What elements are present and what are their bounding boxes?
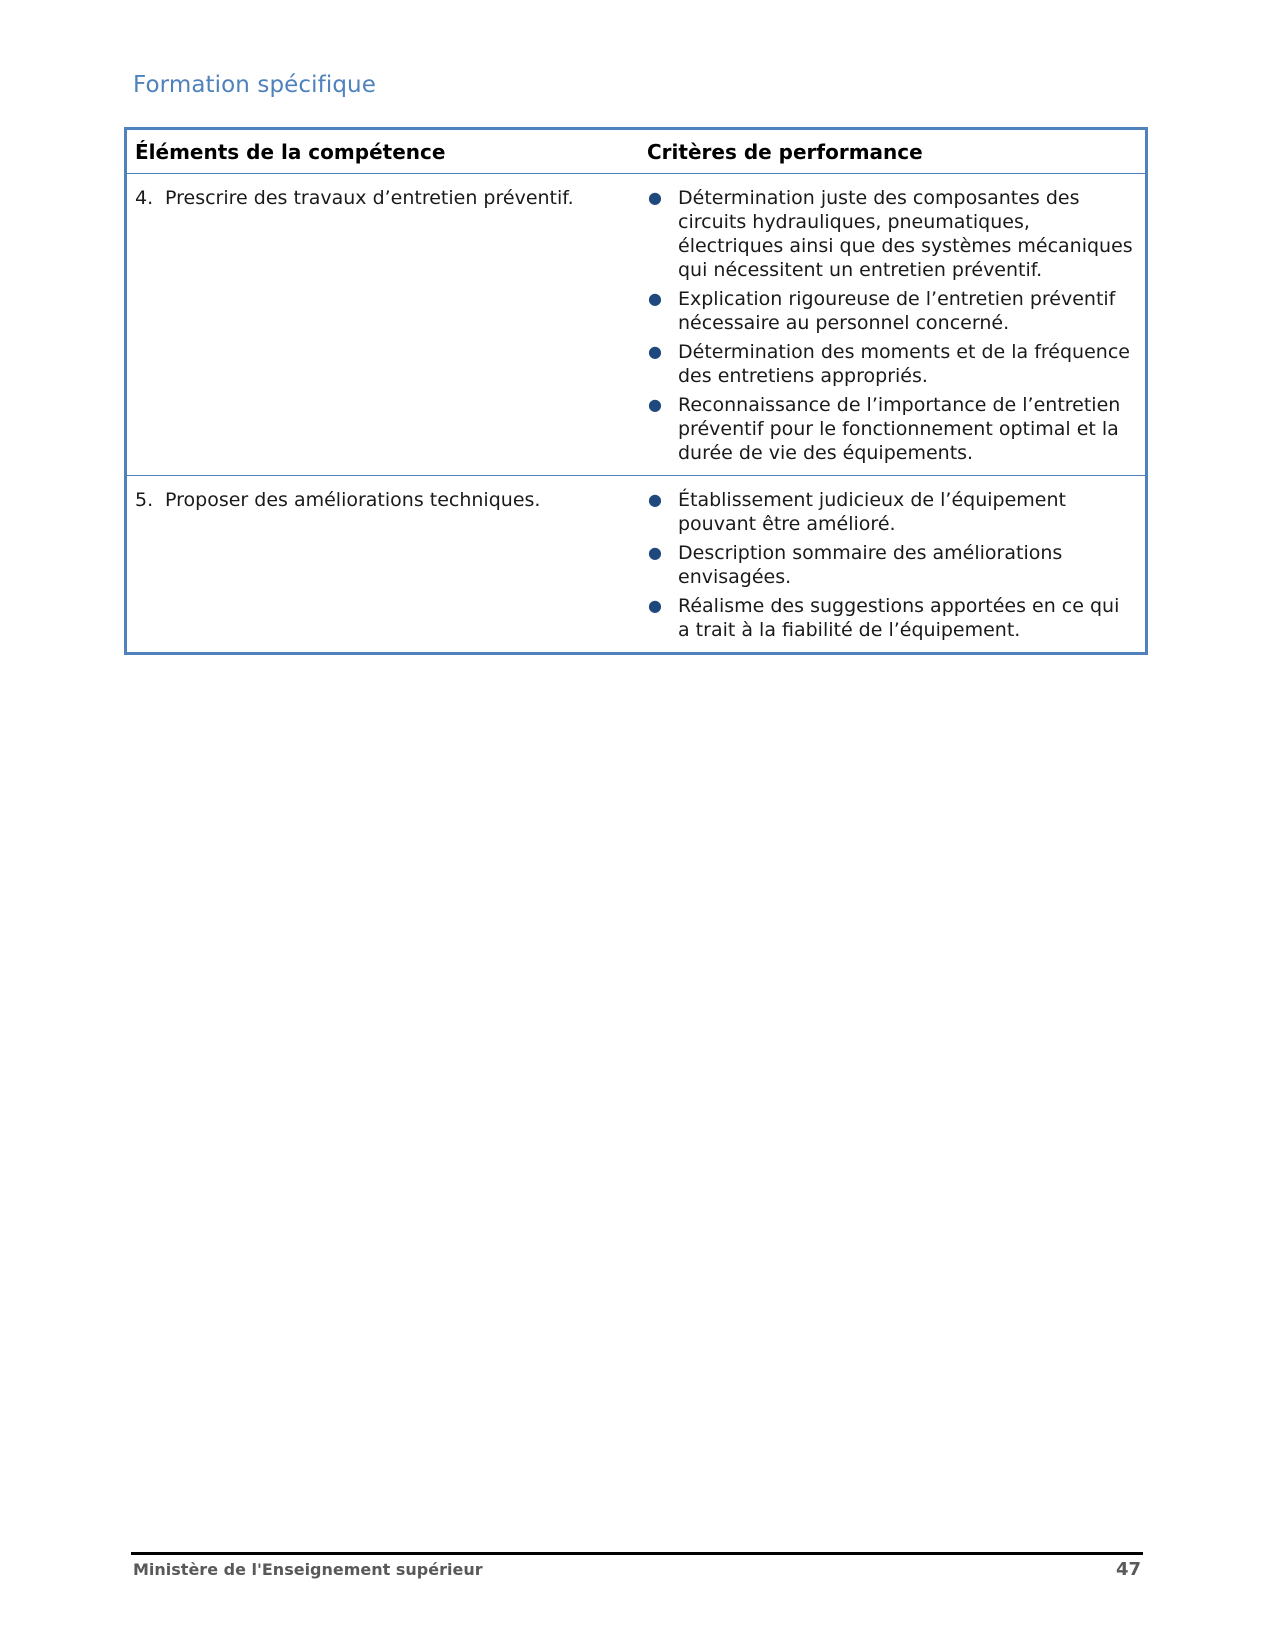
criteria-cell: [639, 476, 1145, 653]
table-row: [127, 174, 1145, 476]
bullet-icon: ●: [648, 395, 662, 414]
criterion-text: Reconnaissance de l’importance de l’entretien préventif pour le fonctionnement optimal et la durée de vie des équipements.: [678, 394, 1121, 464]
competency-table: [124, 127, 1148, 655]
bullet-icon: ●: [648, 289, 662, 308]
list-item: [647, 393, 1137, 465]
bullet-icon: ●: [648, 490, 662, 509]
page-number: 47: [1115, 1559, 1141, 1580]
table-row: [127, 476, 1145, 653]
criterion-text: Réalisme des suggestions apportées en ce qui a trait à la fiabilité de l’équipement.: [678, 595, 1120, 641]
criteria-cell: [639, 174, 1145, 476]
element-cell: [127, 174, 639, 476]
table-header-row: [127, 130, 1145, 174]
criterion-text: Établissement judicieux de l’équipement pouvant être amélioré.: [678, 489, 1066, 535]
element-number: 5.: [135, 489, 154, 511]
criterion-text: Explication rigoureuse de l’entretien préventif nécessaire au personnel concerné.: [678, 288, 1116, 334]
header-elements: Éléments de la compétence: [127, 130, 639, 174]
footer-ministry: Ministère de l'Enseignement supérieur: [133, 1560, 483, 1579]
bullet-icon: ●: [648, 342, 662, 361]
page-title: Formation spécifique: [133, 72, 376, 98]
element-text: Proposer des améliorations techniques.: [165, 489, 541, 511]
criterion-text: Détermination des moments et de la fréquence des entretiens appropriés.: [678, 341, 1130, 387]
list-item: [647, 488, 1137, 536]
header-criteria: Critères de performance: [639, 130, 1145, 174]
list-item: [647, 541, 1137, 589]
element-text: Prescrire des travaux d’entretien préventif.: [165, 187, 574, 209]
list-item: [647, 594, 1137, 642]
footer-divider: [131, 1552, 1143, 1555]
bullet-icon: ●: [648, 543, 662, 562]
list-item: [647, 287, 1137, 335]
element-number: 4.: [135, 187, 154, 209]
list-item: [647, 340, 1137, 388]
criterion-text: Description sommaire des améliorations envisagées.: [678, 542, 1063, 588]
criteria-list: [647, 488, 1137, 642]
list-item: [647, 186, 1137, 282]
bullet-icon: ●: [648, 596, 662, 615]
bullet-icon: ●: [648, 188, 662, 207]
criterion-text: Détermination juste des composantes des circuits hydrauliques, pneumatiques, électriques ainsi que des systèmes mécaniques qui nécessitent un entretien préventif.: [678, 187, 1133, 281]
criteria-list: [647, 186, 1137, 465]
element-cell: [127, 476, 639, 653]
